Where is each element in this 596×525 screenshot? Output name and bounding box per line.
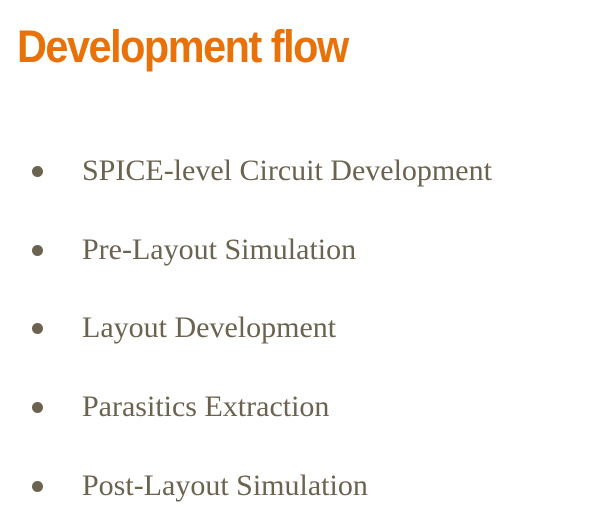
bullet-dot-icon	[32, 323, 43, 334]
bullet-dot-icon	[32, 245, 43, 256]
bullet-dot-icon	[32, 402, 43, 413]
bullet-text: SPICE-level Circuit Development	[82, 154, 492, 188]
bullet-text: Parasitics Extraction	[82, 390, 330, 424]
bullet-text: Post-Layout Simulation	[82, 468, 368, 502]
bullet-text: Layout Development	[82, 311, 337, 345]
slide-title: Development flow	[17, 21, 348, 72]
bullet-dot-icon	[32, 481, 43, 492]
bullet-text: Pre-Layout Simulation	[82, 232, 357, 266]
bullet-dot-icon	[32, 166, 43, 177]
